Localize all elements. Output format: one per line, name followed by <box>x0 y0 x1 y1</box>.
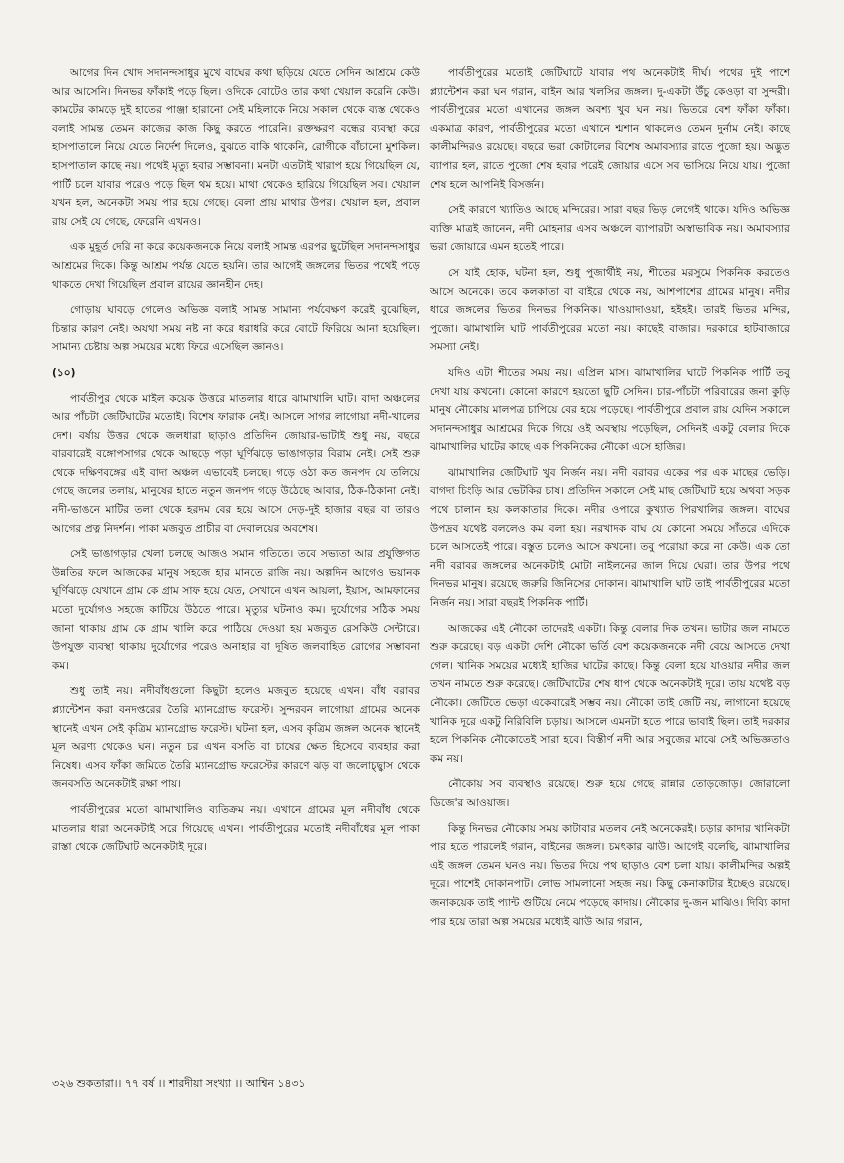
paragraph: ঝামাখালির জেটিঘাট খুব নির্জন নয়। নদী বরাবর একের পর এক মাছের ভেড়ি। বাগদা চিংড়ি আর ভেটকির চাষ। প্রতিদিন সকালে সেই মাছ জেটিঘাট হয়ে অথবা সড়ক পথে চালান হয় কলকাতার দিকে। নদীর ওপারে কুখ্যাত পিরখালির জঙ্গল। বাঘের উপদ্রব যথেষ্ট বললেও কম বলা হয়। নরখাদক বাঘ যে কোনো সময়ে সাঁতরে এদিকে চলে আসতেই পারে। বস্তুত চলেও আসে কখনো। তবু পরোয়া করে না কেউ। এক তো নদী বরাবর জঙ্গলের অনেকটাই মোটা নাইলনের জাল দিয়ে ঘেরা। তার উপর পথে দিনভর মানুষ। রয়েছে জরুরি জিনিসের দোকান। ঝামাখালি ঘাট তাই পার্বতীপুরের মতো নির্জন নয়। সারা বছরই পিকনিক পার্টি। <box>430 466 790 610</box>
paragraph: সে যাই হোক, ঘটনা হল, শুধু পুজার্থীই নয়, শীতের মরসুমে পিকনিক করতেও আসে অনেকে। তবে কলকাতা বা বাইরে থেকে নয়, আশপাশের গ্রামের মানুষ। নদীর ধারে জঙ্গলের ভিতর দিনভর পিকনিক। খাওয়াদাওয়া, হইহই। তারই ভিতর মন্দির, পুজো। ঝামাখালি ঘাট পার্বতীপুরের মতো নয়। কাছেই বাজার। দরকারে হাটবাজারে সমস্যা নেই। <box>430 266 790 354</box>
paragraph: সেই ভাঙাগড়ার খেলা চলছে আজও সমান গতিতে। তবে সভ্যতা আর প্রযুক্তিগত উন্নতির ফলে আজকের মানুষ সহজে হার মানতে রাজি নয়। অল্পদিন আগেও ভয়ানক ঘূর্ণিঝড়ে যেখানে গ্রাম কে গ্রাম সাফ হয়ে যেত, সেখানে এখন আয়লা, ইয়াস, আমফানের মতো দুর্যোগও সহজে কাটিয়ে উঠতে পারে। মৃত্যুর ঘটনাও কম। দুর্যোগের সঠিক সময় জানা থাকায় গ্রাম কে গ্রাম খালি করে পাঠিয়ে দেওয়া হয় মজবুত রেসকিউ সেন্টারে। উপযুক্ত ব্যবস্থা থাকায় দুর্যোগের পরেও অনাহার বা দূষিত জলবাহিত রোগের সম্ভাবনা কম। <box>52 548 420 672</box>
paragraph: কিন্তু দিনভর নৌকোয় সময় কাটাবার মতলব নেই অনেকেরই। চড়ার কাদার খানিকটা পার হতে পারলেই গরান, বাইনের জঙ্গল। চমৎকার ঝাউ। আগেই বলেছি, ঝামাখালির এই জঙ্গল তেমন ঘনও নয়। ভিতর দিয়ে পথ ছাড়াও বেশ চলা যায়। কালীমন্দির অল্পই দূরে। পাশেই দোকানপাট। লোভ সামলানো সহজ নয়। কিছু কেনাকাটার ইচ্ছেও রয়েছে। জনাকয়েক তাই প্যান্ট গুটিয়ে নেমে পড়েছে কাদায়। নৌকোর দু-জন মাঝিও। দিব্যি কাদা পার হয়ে তারা অল্প সময়ের মধ্যেই ঝাউ আর গরান, <box>430 822 790 928</box>
paragraph: আগের দিন খোদ সদানন্দসাধুর মুখে বাঘের কথা ছড়িয়ে যেতে সেদিন আশ্রমে কেউ আর আসেনি। দিনভর ফাঁকাই পড়ে ছিল। ওদিকে বোটেও তার কথা খেয়াল করেনি কেউ। কামটের কামড়ে দুই হাতের পাঞ্জা হারানো সেই মহিলাকে নিয়ে সকাল থেকে ব্যস্ত থেকেও বলাই সামন্ত তেমন কাজের কাজ কিছু করতে পারেনি। রক্তক্ষরণ বন্ধের ব্যবস্থা করে হাসপাতালে নিয়ে যেতে নির্দেশ দিলেও, বুঝতে বাকি থাকেনি, রোগীকে বাঁচানো মুশকিল। হাসপাতাল কাছে নয়। পথেই মৃত্যু হবার সম্ভাবনা। মনটা এতটাই খারাপ হয়ে গিয়েছিল যে, পার্টি চলে যাবার পরেও পড়ে ছিল থম হয়ে। মাথা থেকেও হারিয়ে গিয়েছিল সব। খেয়াল যখন হল, অনেকটা সময় পার হয়ে গেছে। বেলা প্রায় মাথার উপর। খেয়াল হল, প্রবাল রায় সেই যে গেছে, ফেরেনি এখনও। <box>52 67 420 228</box>
section-number: (১০) <box>52 366 76 379</box>
paragraph: পার্বতীপুরের মতো ঝামাখালিও ব্যতিক্রম নয়। এখানে গ্রামের মূল নদীবাঁধ থেকে মাতলার ধারা অনেকটাই সরে গিয়েছে এখন। পার্বতীপুরের মতোই নদীবাঁধের মূল পাকা রাস্তা থেকে জেটিঘাট অনেকটাই দূরে। <box>52 803 420 854</box>
paragraph: পার্বতীপুর থেকে মাইল কয়েক উত্তরে মাতলার ধারে ঝামাখালি ঘাট। বাদা অঞ্চলের আর পাঁচটা জেটিঘাটের মতোই। বিশেষ ফারাক নেই। আসলে সাগর লাগোয়া নদী-খালের দেশ। বর্ষায় উত্তর থেকে জলধারা ছাড়াও প্রতিদিন জোয়ার-ভাটাই শুধু নয়, বছরে বারবারেই বঙ্গোপসাগর থেকে আছড়ে পড়া ঘূর্ণিঝড়ে ভাঙাগড়ার বিরাম নেই। সেই শুরু থেকে দক্ষিণবঙ্গের এই বাদা অঞ্চল এভাবেই চলছে। গড়ে ওঠা কত জনপদ যে তলিয়ে গেছে জলের তলায়, মানুষের হাতে নতুন জনপদ গড়ে উঠেছে আবার, ঠিক-ঠিকানা নেই। নদী-ভাঙনে মাটির তলা থেকে হরদম বের হয়ে আসে দেড়-দুই হাজার বছর বা তারও আগের প্রত্ন নিদর্শন। পাকা মজবুত প্রাচীর বা দেবালয়ের অবশেষ। <box>52 392 420 535</box>
paragraph: নৌকোয় সব ব্যবস্থাও রয়েছে। শুরু হয়ে গেছে রান্নার তোড়জোড়। জোরালো ডিজে'র আওয়াজ। <box>430 778 790 809</box>
paragraph: সেই কারণে খ্যাতিও আছে মন্দিরের। সারা বছর ভিড় লেগেই থাকে। যদিও অভিজ্ঞ ব্যক্তি মাত্রই জানেন, নদী মোহনার এসব অঞ্চলে ব্যাপারটা অস্বাভাবিক নয়। অমাবস্যার ভরা জোয়ারে এমন হতেই পারে। <box>430 204 790 254</box>
right-column <box>430 64 790 938</box>
paragraph: গোড়ায় ঘাবড়ে গেলেও অভিজ্ঞ বলাই সামন্ত সামান্য পর্যবেক্ষণ করেই বুঝেছিল, চিন্তার কারণ নেই। অযথা সময় নষ্ট না করে ধরাধরি করে বোটে ফিরিয়ে আনা হয়েছিল। সামান্য চেষ্টায় অল্প সময়ের মধ্যে ফিরে এসেছিল জ্ঞানও। <box>52 304 420 354</box>
paragraph: শুধু তাই নয়। নদীবাঁধগুলো কিছুটা হলেও মজবুত হয়েছে এখন। বাঁধ বরাবর প্ল্যান্টেশন করা বনদপ্তরের তৈরি ম্যানগ্রোভ ফরেস্ট। সুন্দরবন লাগোয়া গ্রামের অনেক স্থানেই এখন সেই কৃত্রিম ম্যানগ্রোভ ফরেস্ট। ঘটনা হল, এসব কৃত্রিম জঙ্গল অনেক স্থানেই মূল অরণ্য থেকেও ঘন। নতুন চর এখন বসতি বা চাষের ক্ষেত হিসেবে ব্যবহার করা নিষেধ। এসব ফাঁকা জমিতে তৈরি ম্যানগ্রোভ ফরেস্টের কারণে ঝড় বা জলোচ্ছ্বাস থেকে জনবসতি অনেকটাই রক্ষা পায়। <box>52 685 420 791</box>
paragraph: পার্বতীপুরের মতোই জেটিঘাটে যাবার পথ অনেকটাই দীর্ঘ। পথের দুই পাশে প্ল্যান্টেশন করা ঘন গরান, বাইন আর খলসির জঙ্গল। দু-একটা উঁচু কেওড়া বা সুন্দরী। পার্বতীপুরের মতো এখানের জঙ্গল অবশ্য খুব ঘন নয়। ভিতরে বেশ ফাঁকা ফাঁকা। একমাত্র কারণ, পার্বতীপুরের মতো এখানে শ্মশান থাকলেও তেমন দুর্নাম নেই। কাছে কালীমন্দিরও রয়েছে। বছরে ভরা কোটালের বিশেষ অমাবস্যার রাতে পুজো হয়। অদ্ভুত ব্যাপার হল, রাতে পুজো শেষ হবার পরেই জোয়ার এসে সব ভাসিয়ে নিয়ে যায়। পুজো শেষ হলে আপনিই বিসর্জন। <box>430 67 790 191</box>
paragraph: এক মুহূর্ত দেরি না করে কয়েকজনকে নিয়ে বলাই সামন্ত এরপর ছুটেছিল সদানন্দসাধুর আশ্রমের দিকে। কিন্তু আশ্রম পর্যন্ত যেতে হয়নি। তার আগেই জঙ্গলের ভিতর পথেই পড়ে থাকতে দেখা গিয়েছিল প্রবাল রায়ের জ্ঞানহীন দেহ। <box>52 241 420 291</box>
page-footer: ৩২৬ শুকতারা।। ৭৭ বর্ষ ।। শারদীয়া সংখ্যা ।। আশ্বিন ১৪৩১ <box>52 1077 306 1090</box>
left-column <box>52 64 420 864</box>
paragraph: আজকের এই নৌকো তাদেরই একটা। কিন্তু বেলার দিক তখন। ভাটার জল নামতে শুরু করেছে। বড় একটা দেশি নৌকো ভর্তি বেশ কয়েকজনকে নদী বেয়ে আসতে দেখা গেল। খানিক সময়ের মধ্যেই হাজির ঘাটের কাছে। কিন্তু বেলা হয়ে যাওয়ার নদীর জল তখন নামতে শুরু করেছে। জেটিঘাটের শেষ ধাপ থেকে অনেকটাই দূরে। তায় যথেষ্ট বড় নৌকো। জেটিতে ভেড়া একেবারেই সম্ভব নয়। নৌকো তাই জেটি নয়, লাগানো হয়েছে খানিক দূরে একটু নিরিবিলি চড়ায়। আসলে এমনটা হতে পারে ভাবাই ছিল। তাই দরকার হলে পিকনিক নৌকোতেই সারা হবে। বিস্তীর্ণ নদী আর সবুজের মাঝে সেই অভিজ্ঞতাও কম নয়। <box>430 622 790 765</box>
paragraph: যদিও এটা শীতের সময় নয়। এপ্রিল মাস। ঝামাখালির ঘাটে পিকনিক পার্টি তবু দেখা যায় কখনো। কোনো কারণে হয়তো ছুটি সেদিন। চার-পাঁচটা পরিবারের জনা কুড়ি মানুষ নৌকোয় মালপত্র চাপিয়ে বের হয়ে পড়েছে। পার্বতীপুরে প্রবাল রায় যেদিন সকালে সদানন্দসাধুর আশ্রমের দিকে গিয়ে ওই অবস্থায় পড়েছিল, সেদিনই একটু বেলার দিকে ঝামাখালির ঘাটের কাছে এক পিকনিকের নৌকো এসে হাজির। <box>430 366 790 454</box>
